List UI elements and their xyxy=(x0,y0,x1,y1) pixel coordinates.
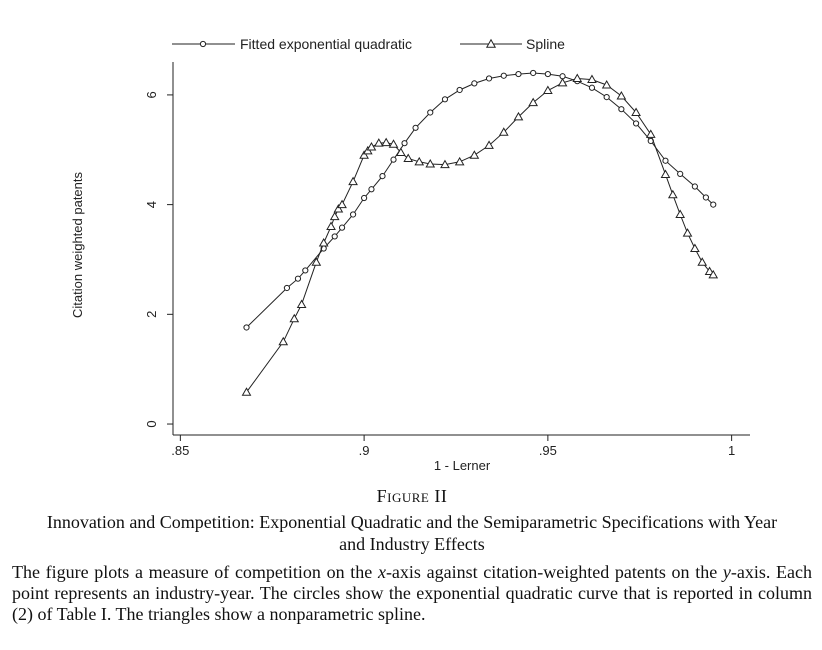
data-point-circle xyxy=(472,81,477,86)
data-point-circle xyxy=(516,71,521,76)
data-point-circle xyxy=(369,187,374,192)
data-point-circle xyxy=(678,171,683,176)
data-point-circle xyxy=(457,87,462,92)
y-ticks xyxy=(144,91,173,427)
data-point-triangle xyxy=(684,229,692,236)
x-axis-title: 1 - Lerner xyxy=(433,458,491,473)
axes xyxy=(70,62,750,473)
x-tick-label: .95 xyxy=(538,443,557,458)
data-point-triangle xyxy=(349,178,357,185)
x-tick-label: .9 xyxy=(358,443,370,458)
data-point-circle xyxy=(295,276,300,281)
x-tick-label: 1 xyxy=(728,443,736,458)
data-point-triangle xyxy=(529,99,537,106)
y-tick-label: 0 xyxy=(144,420,159,428)
data-point-circle xyxy=(332,234,337,239)
data-point-triangle xyxy=(327,223,335,230)
data-point-triangle xyxy=(382,139,390,146)
data-point-triangle xyxy=(691,245,699,252)
data-point-triangle xyxy=(647,130,655,137)
legend-label-fitted: Fitted exponential quadratic xyxy=(240,36,412,52)
data-point-circle xyxy=(692,184,697,189)
data-point-triangle xyxy=(669,191,677,198)
data-point-circle xyxy=(402,141,407,146)
data-point-circle xyxy=(350,212,355,217)
figure-description: The figure plots a measure of competition on the x-axis against citation-weighted patents on the y-axis. Each point represents an industry-year. The circles show the exponential quadratic curve that is reported in column (2) of Table I. The triangles show a nonparametric spline. xyxy=(12,562,813,624)
data-point-circle xyxy=(428,110,433,115)
plot-series xyxy=(243,70,718,395)
data-point-circle xyxy=(604,95,609,100)
data-point-circle xyxy=(711,202,716,207)
data-point-circle xyxy=(531,70,536,75)
data-point-triangle xyxy=(279,338,287,345)
data-point-triangle xyxy=(544,87,552,94)
legend-item-fitted xyxy=(172,36,412,52)
data-point-circle xyxy=(244,325,249,330)
data-point-triangle xyxy=(617,92,625,99)
data-point-circle xyxy=(633,121,638,126)
data-point-circle xyxy=(391,157,396,162)
data-point-triangle xyxy=(676,210,684,217)
data-point-triangle xyxy=(312,258,320,265)
legend-circle-marker-icon xyxy=(200,41,205,46)
legend-label-spline: Spline xyxy=(526,36,565,52)
data-point-circle xyxy=(501,73,506,78)
y-axis-title: Citation weighted patents xyxy=(70,172,85,318)
data-point-triangle xyxy=(338,201,346,208)
data-point-circle xyxy=(303,268,308,273)
data-point-triangle xyxy=(298,300,306,307)
figure-title: Innovation and Competition: Exponential Quadratic and the Semiparametric Specifications with Year and Industry Effects xyxy=(46,512,778,554)
data-point-triangle xyxy=(603,81,611,88)
y-tick-label: 4 xyxy=(144,201,159,209)
x-ticks xyxy=(171,435,735,458)
series-line-spline xyxy=(247,79,714,393)
data-point-circle xyxy=(413,125,418,130)
data-point-circle xyxy=(442,97,447,102)
data-point-triangle xyxy=(290,315,298,322)
data-point-triangle xyxy=(661,170,669,177)
data-point-circle xyxy=(619,107,624,112)
data-point-triangle xyxy=(243,388,251,395)
data-point-triangle xyxy=(698,258,706,265)
series-line-fitted xyxy=(247,73,714,328)
data-point-triangle xyxy=(331,213,339,220)
data-point-circle xyxy=(589,85,594,90)
data-point-circle xyxy=(486,76,491,81)
data-point-triangle xyxy=(573,74,581,81)
data-point-circle xyxy=(380,173,385,178)
y-tick-label: 2 xyxy=(144,310,159,318)
legend-item-spline xyxy=(460,36,565,52)
data-point-triangle xyxy=(470,151,478,158)
data-point-circle xyxy=(663,158,668,163)
data-point-triangle xyxy=(456,158,464,165)
data-point-circle xyxy=(545,71,550,76)
data-point-circle xyxy=(284,285,289,290)
figure-label: Figure II xyxy=(376,486,448,506)
legend xyxy=(172,36,565,52)
data-point-circle xyxy=(362,195,367,200)
y-tick-label: 6 xyxy=(144,91,159,99)
data-point-circle xyxy=(703,195,708,200)
data-point-triangle xyxy=(320,239,328,246)
data-point-circle xyxy=(339,225,344,230)
x-tick-label: .85 xyxy=(171,443,190,458)
